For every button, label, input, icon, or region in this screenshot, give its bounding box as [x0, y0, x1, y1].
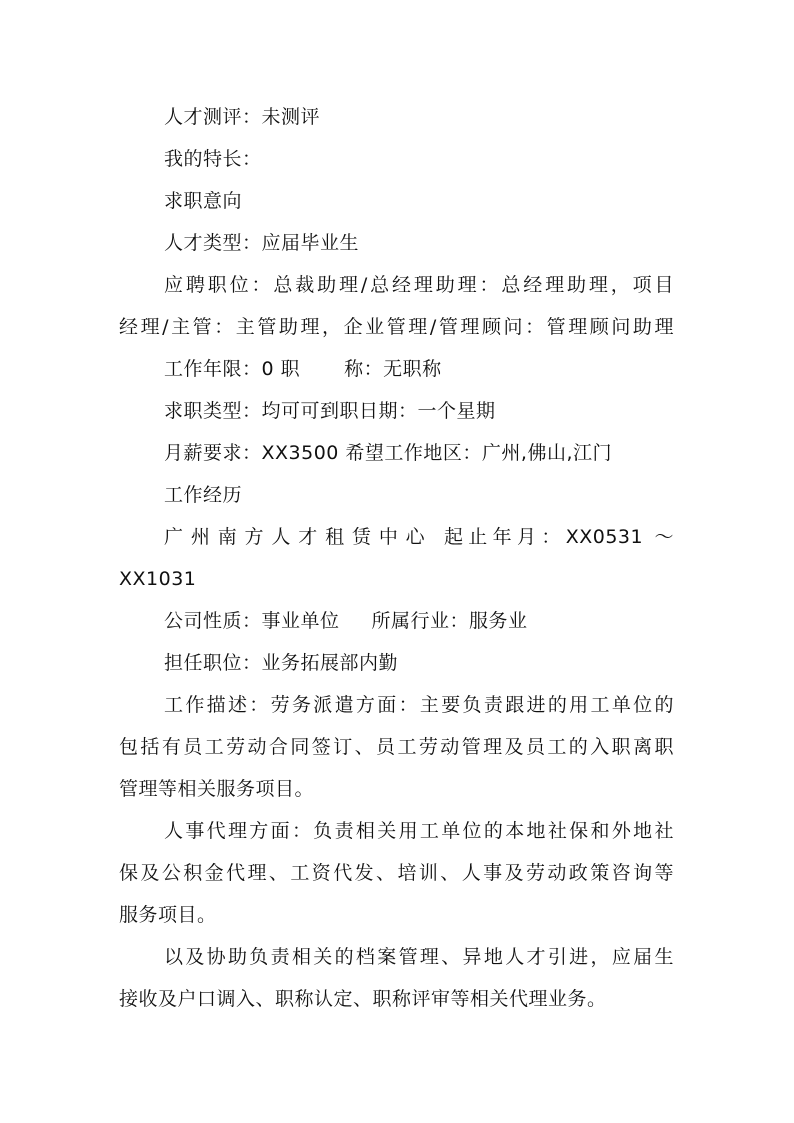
professional-title-label: 称：无职称 [344, 358, 442, 380]
salary-line: 月薪要求：XX3500 希望工作地区：广州,佛山,江门 [164, 442, 613, 464]
period-end: XX1031 [119, 568, 197, 590]
specialty-line: 我的特长： [164, 148, 262, 170]
years-label: 工作年限：0 职 [164, 358, 301, 380]
description-1-line-2: 包括有员工劳动合同签订、员工劳动管理及员工的入职离职 [119, 736, 674, 758]
period-label: 起止年月：XX0531 ～ [443, 526, 674, 548]
description-3-line-2: 接收及户口调入、职称认定、职称评审等相关代理业务。 [119, 988, 607, 1010]
assessment-line: 人才测评：未测评 [164, 106, 321, 128]
description-2-line-3: 服务项目。 [119, 904, 217, 926]
years-title-line [164, 356, 442, 382]
description-1-line-3: 管理等相关服务项目。 [119, 778, 315, 800]
company-nature: 公司性质：事业单位 [164, 610, 340, 632]
industry: 所属行业：服务业 [371, 610, 528, 632]
intention-heading: 求职意向 [164, 190, 243, 212]
description-3-line-1: 以及协助负责相关的档案管理、异地人才引进，应届生 [164, 946, 674, 968]
company-period-line [164, 524, 674, 550]
position-line-2: 经理/主管：主管助理，企业管理/管理顾问：管理顾问助理 [119, 316, 674, 338]
description-2-line-2: 保及公积金代理、工资代发、培训、人事及劳动政策咨询等 [119, 862, 674, 884]
description-2-line-1: 人事代理方面：负责相关用工单位的本地社保和外地社 [164, 820, 674, 842]
description-1-line-1: 工作描述：劳务派遣方面：主要负责跟进的用工单位的 [164, 694, 674, 716]
job-type-line: 求职类型：均可可到职日期：一个星期 [164, 400, 496, 422]
position-line-1: 应聘职位：总裁助理/总经理助理：总经理助理，项目 [164, 274, 674, 296]
role-line: 担任职位：业务拓展部内勤 [164, 652, 399, 674]
company-name: 广州南方人才租赁中心 [164, 526, 433, 548]
nature-industry-line [164, 608, 528, 634]
experience-heading: 工作经历 [164, 484, 243, 506]
talent-type-line: 人才类型：应届毕业生 [164, 232, 360, 254]
